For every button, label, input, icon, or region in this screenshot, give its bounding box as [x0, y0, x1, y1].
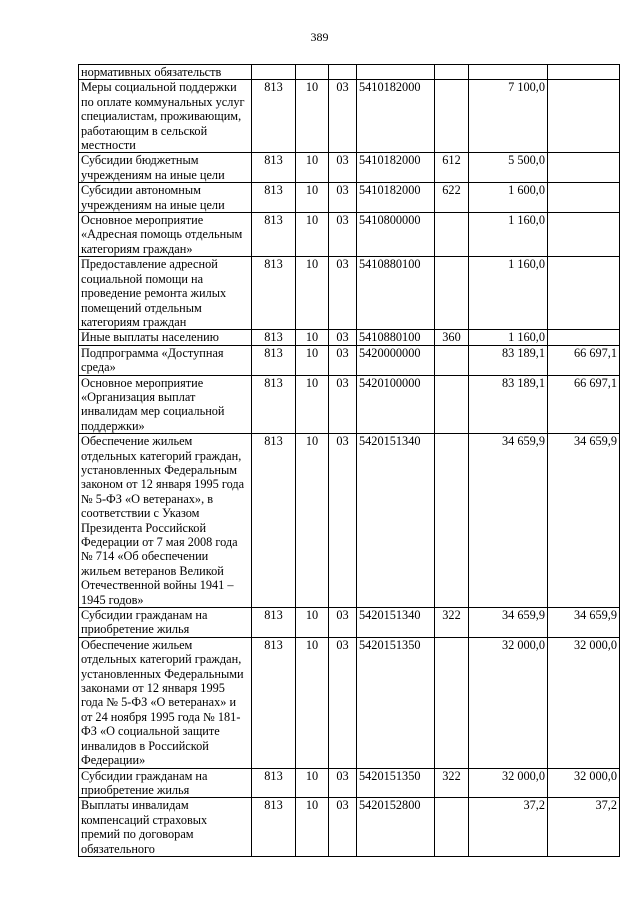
subsection-code-cell: 03 [329, 153, 357, 183]
target-article-cell: 5420152800 [357, 798, 435, 857]
name-cell: Обеспечение жильем отдельных категорий граждан, установленных Федеральными законами от 12 января 1995 года № 5-ФЗ «О ветеранах» и от 24 ноября 1995 года № 181-ФЗ «О социальной защите инвалидов в Российской Федерации» [79, 637, 252, 768]
section-code-cell: 10 [296, 375, 329, 434]
subsection-code-cell: 03 [329, 213, 357, 257]
ministry-code-cell: 813 [252, 183, 296, 213]
ministry-code-cell: 813 [252, 153, 296, 183]
name-cell: Субсидии автономным учреждениям на иные цели [79, 183, 252, 213]
amount-cell: 34 659,9 [548, 434, 620, 608]
expense-type-cell: 322 [435, 608, 469, 638]
section-code-cell: 10 [296, 153, 329, 183]
table-row [79, 608, 620, 638]
name-cell: Иные выплаты населению [79, 330, 252, 345]
name-cell: нормативных обязательств [79, 65, 252, 80]
section-code-cell: 10 [296, 345, 329, 375]
amount-cell [548, 153, 620, 183]
expense-type-cell [435, 345, 469, 375]
amount-cell: 1 160,0 [469, 257, 548, 330]
amount-cell [469, 65, 548, 80]
table-row [79, 345, 620, 375]
section-code-cell: 10 [296, 80, 329, 153]
amount-cell: 66 697,1 [548, 345, 620, 375]
amount-cell: 66 697,1 [548, 375, 620, 434]
amount-cell: 32 000,0 [469, 637, 548, 768]
amount-cell [548, 183, 620, 213]
page-number: 389 [310, 30, 329, 44]
expense-type-cell: 622 [435, 183, 469, 213]
subsection-code-cell: 03 [329, 637, 357, 768]
table-row [79, 768, 620, 798]
table-row [79, 434, 620, 608]
section-code-cell: 10 [296, 434, 329, 608]
amount-cell [548, 80, 620, 153]
subsection-code-cell: 03 [329, 375, 357, 434]
target-article-cell [357, 65, 435, 80]
ministry-code-cell: 813 [252, 798, 296, 857]
amount-cell: 32 000,0 [469, 768, 548, 798]
target-article-cell: 5410182000 [357, 153, 435, 183]
name-cell: Обеспечение жильем отдельных категорий граждан, установленных Федеральным законом от 12 января 1995 года № 5-ФЗ «О ветеранах», в соответствии с Указом Президента Российской Федерации от 7 мая 2008 года № 714 «Об обеспечении жильем ветеранов Великой Отечественной войны 1941 – 1945 годов» [79, 434, 252, 608]
target-article-cell: 5420000000 [357, 345, 435, 375]
name-cell: Предоставление адресной социальной помощи на проведение ремонта жилых помещений отдельным категориям граждан [79, 257, 252, 330]
ministry-code-cell: 813 [252, 375, 296, 434]
section-code-cell: 10 [296, 637, 329, 768]
target-article-cell: 5410880100 [357, 330, 435, 345]
name-cell: Подпрограмма «Доступная среда» [79, 345, 252, 375]
section-code-cell: 10 [296, 213, 329, 257]
amount-cell: 5 500,0 [469, 153, 548, 183]
target-article-cell: 5410182000 [357, 80, 435, 153]
expense-type-cell: 360 [435, 330, 469, 345]
amount-cell: 1 160,0 [469, 213, 548, 257]
subsection-code-cell: 03 [329, 80, 357, 153]
table-row [79, 375, 620, 434]
expense-type-cell [435, 798, 469, 857]
table-row [79, 798, 620, 857]
amount-cell: 83 189,1 [469, 375, 548, 434]
ministry-code-cell: 813 [252, 434, 296, 608]
subsection-code-cell: 03 [329, 434, 357, 608]
amount-cell [548, 213, 620, 257]
ministry-code-cell: 813 [252, 768, 296, 798]
ministry-code-cell: 813 [252, 608, 296, 638]
expense-type-cell [435, 434, 469, 608]
amount-cell: 1 160,0 [469, 330, 548, 345]
expense-type-cell: 322 [435, 768, 469, 798]
section-code-cell: 10 [296, 183, 329, 213]
subsection-code-cell: 03 [329, 768, 357, 798]
ministry-code-cell: 813 [252, 345, 296, 375]
target-article-cell: 5420151350 [357, 768, 435, 798]
target-article-cell: 5420151340 [357, 608, 435, 638]
subsection-code-cell: 03 [329, 257, 357, 330]
target-article-cell: 5410182000 [357, 183, 435, 213]
amount-cell [548, 65, 620, 80]
name-cell: Основное мероприятие «Организация выплат инвалидам мер социальной поддержки» [79, 375, 252, 434]
amount-cell: 1 600,0 [469, 183, 548, 213]
target-article-cell: 5410880100 [357, 257, 435, 330]
table-row [79, 153, 620, 183]
section-code-cell: 10 [296, 798, 329, 857]
target-article-cell: 5420151340 [357, 434, 435, 608]
name-cell: Субсидии бюджетным учреждениям на иные цели [79, 153, 252, 183]
name-cell: Субсидии гражданам на приобретение жилья [79, 608, 252, 638]
subsection-code-cell: 03 [329, 183, 357, 213]
expense-type-cell: 612 [435, 153, 469, 183]
amount-cell: 34 659,9 [469, 434, 548, 608]
section-code-cell: 10 [296, 330, 329, 345]
target-article-cell: 5410800000 [357, 213, 435, 257]
amount-cell: 83 189,1 [469, 345, 548, 375]
target-article-cell: 5420100000 [357, 375, 435, 434]
expense-type-cell [435, 213, 469, 257]
subsection-code-cell: 03 [329, 798, 357, 857]
table-body [79, 65, 620, 857]
section-code-cell [296, 65, 329, 80]
subsection-code-cell: 03 [329, 330, 357, 345]
section-code-cell: 10 [296, 257, 329, 330]
ministry-code-cell [252, 65, 296, 80]
amount-cell: 37,2 [469, 798, 548, 857]
amount-cell: 32 000,0 [548, 768, 620, 798]
expense-type-cell [435, 637, 469, 768]
name-cell: Основное мероприятие «Адресная помощь отдельным категориям граждан» [79, 213, 252, 257]
subsection-code-cell: 03 [329, 608, 357, 638]
amount-cell: 32 000,0 [548, 637, 620, 768]
amount-cell [548, 330, 620, 345]
amount-cell [548, 257, 620, 330]
expense-type-cell [435, 80, 469, 153]
table-row [79, 213, 620, 257]
subsection-code-cell: 03 [329, 345, 357, 375]
ministry-code-cell: 813 [252, 257, 296, 330]
budget-table [78, 64, 620, 857]
amount-cell: 7 100,0 [469, 80, 548, 153]
table-row [79, 257, 620, 330]
table-row [79, 330, 620, 345]
amount-cell: 34 659,9 [469, 608, 548, 638]
amount-cell: 37,2 [548, 798, 620, 857]
ministry-code-cell: 813 [252, 637, 296, 768]
ministry-code-cell: 813 [252, 80, 296, 153]
amount-cell: 34 659,9 [548, 608, 620, 638]
target-article-cell: 5420151350 [357, 637, 435, 768]
table-row [79, 80, 620, 153]
table-row [79, 65, 620, 80]
name-cell: Выплаты инвалидам компенсаций страховых премий по договорам обязательного [79, 798, 252, 857]
name-cell: Субсидии гражданам на приобретение жилья [79, 768, 252, 798]
subsection-code-cell [329, 65, 357, 80]
expense-type-cell [435, 257, 469, 330]
section-code-cell: 10 [296, 608, 329, 638]
expense-type-cell [435, 65, 469, 80]
ministry-code-cell: 813 [252, 330, 296, 345]
ministry-code-cell: 813 [252, 213, 296, 257]
table-row [79, 183, 620, 213]
name-cell: Меры социальной поддержки по оплате коммунальных услуг специалистам, проживающим, работающим в сельской местности [79, 80, 252, 153]
expense-type-cell [435, 375, 469, 434]
table-row [79, 637, 620, 768]
section-code-cell: 10 [296, 768, 329, 798]
